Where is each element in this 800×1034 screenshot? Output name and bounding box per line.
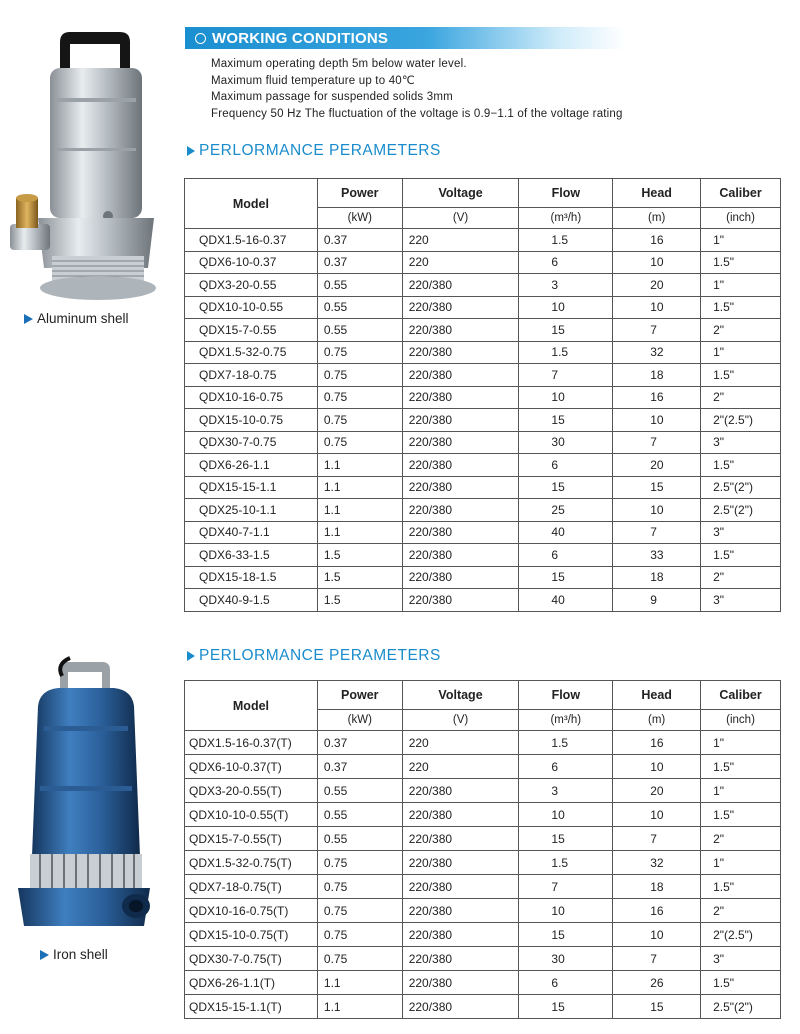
header-model: Model (185, 681, 318, 731)
cell-model: QDX15-10-0.75 (185, 409, 318, 432)
cell-flow: 15 (519, 409, 613, 432)
cell-model: QDX6-10-0.37(T) (185, 755, 318, 779)
cell-voltage: 220/380 (402, 274, 519, 297)
cell-power: 0.75 (317, 431, 402, 454)
cell-caliber: 1.5" (701, 875, 781, 899)
cell-caliber: 3" (701, 589, 781, 612)
cell-flow: 3 (519, 274, 613, 297)
cell-head: 10 (613, 251, 701, 274)
cell-head: 7 (613, 827, 701, 851)
table-row (185, 589, 781, 612)
cell-flow: 1.5 (519, 341, 613, 364)
cell-head: 16 (613, 386, 701, 409)
cell-power: 1.5 (317, 566, 402, 589)
cell-voltage: 220/380 (402, 386, 519, 409)
cell-flow: 15 (519, 566, 613, 589)
cell-model: QDX30-7-0.75 (185, 431, 318, 454)
cell-caliber: 3" (701, 947, 781, 971)
cell-head: 18 (613, 364, 701, 387)
cell-head: 16 (613, 731, 701, 755)
cell-model: QDX6-26-1.1(T) (185, 971, 318, 995)
cell-flow: 25 (519, 499, 613, 522)
cell-caliber: 2" (701, 566, 781, 589)
cell-power: 1.5 (317, 589, 402, 612)
cell-head: 18 (613, 566, 701, 589)
cell-flow: 6 (519, 544, 613, 567)
cell-voltage: 220/380 (402, 779, 519, 803)
condition-line: Maximum passage for suspended solids 3mm (211, 91, 453, 103)
table-row (185, 995, 781, 1019)
cell-voltage: 220/380 (402, 971, 519, 995)
cell-voltage: 220/380 (402, 995, 519, 1019)
triangle-bullet-icon (40, 950, 49, 960)
table-row (185, 274, 781, 297)
cell-model: QDX15-7-0.55 (185, 319, 318, 342)
cell-flow: 1.5 (519, 229, 613, 252)
cell-voltage: 220/380 (402, 476, 519, 499)
cell-power: 0.75 (317, 364, 402, 387)
arrow-right-icon (187, 651, 195, 661)
cell-caliber: 1" (701, 341, 781, 364)
cell-voltage: 220/380 (402, 364, 519, 387)
cell-voltage: 220 (402, 229, 519, 252)
cell-model: QDX15-15-1.1 (185, 476, 318, 499)
aluminum-shell-label (24, 311, 129, 326)
header-head: Head (613, 179, 701, 208)
cell-model: QDX40-7-1.1 (185, 521, 318, 544)
cell-voltage: 220/380 (402, 499, 519, 522)
cell-power: 0.55 (317, 779, 402, 803)
cell-power: 1.1 (317, 454, 402, 477)
aluminum-performance-table (184, 178, 781, 612)
cell-model: QDX6-26-1.1 (185, 454, 318, 477)
aluminum-section-title (187, 142, 441, 160)
table-row (185, 476, 781, 499)
unit-voltage: (V) (402, 710, 519, 731)
cell-model: QDX1.5-32-0.75(T) (185, 851, 318, 875)
unit-flow: (m³/h) (519, 208, 613, 229)
cell-caliber: 2"(2.5") (701, 409, 781, 432)
cell-head: 32 (613, 341, 701, 364)
table-row (185, 296, 781, 319)
cell-power: 1.5 (317, 544, 402, 567)
cell-head: 10 (613, 409, 701, 432)
cell-flow: 6 (519, 755, 613, 779)
cell-caliber: 1" (701, 851, 781, 875)
cell-flow: 3 (519, 779, 613, 803)
cell-caliber: 1.5" (701, 251, 781, 274)
cell-flow: 30 (519, 431, 613, 454)
cell-caliber: 1.5" (701, 454, 781, 477)
cell-model: QDX15-7-0.55(T) (185, 827, 318, 851)
cell-power: 0.55 (317, 319, 402, 342)
triangle-bullet-icon (24, 314, 33, 324)
cell-head: 10 (613, 803, 701, 827)
cell-head: 10 (613, 755, 701, 779)
cell-flow: 10 (519, 386, 613, 409)
cell-power: 0.55 (317, 296, 402, 319)
cell-power: 0.37 (317, 755, 402, 779)
cell-caliber: 2.5"(2") (701, 499, 781, 522)
cell-model: QDX10-10-0.55(T) (185, 803, 318, 827)
cell-head: 10 (613, 499, 701, 522)
cell-flow: 30 (519, 947, 613, 971)
cell-head: 32 (613, 851, 701, 875)
header-flow: Flow (519, 681, 613, 710)
cell-caliber: 2" (701, 827, 781, 851)
cell-flow: 40 (519, 521, 613, 544)
header-caliber: Caliber (701, 179, 781, 208)
cell-flow: 10 (519, 899, 613, 923)
cell-power: 1.1 (317, 971, 402, 995)
cell-caliber: 3" (701, 431, 781, 454)
cell-voltage: 220/380 (402, 341, 519, 364)
cell-voltage: 220/380 (402, 296, 519, 319)
cell-flow: 15 (519, 923, 613, 947)
condition-line: Maximum operating depth 5m below water level. (211, 58, 467, 70)
unit-flow: (m³/h) (519, 710, 613, 731)
header-head: Head (613, 681, 701, 710)
cell-flow: 6 (519, 251, 613, 274)
cell-flow: 15 (519, 476, 613, 499)
cell-head: 20 (613, 454, 701, 477)
cell-flow: 7 (519, 364, 613, 387)
cell-power: 1.1 (317, 499, 402, 522)
unit-power: (kW) (317, 710, 402, 731)
cell-flow: 15 (519, 995, 613, 1019)
unit-caliber: (inch) (701, 208, 781, 229)
table-row (185, 851, 781, 875)
cell-caliber: 1" (701, 779, 781, 803)
cell-head: 20 (613, 779, 701, 803)
cell-power: 1.1 (317, 476, 402, 499)
header-power: Power (317, 179, 402, 208)
cell-caliber: 1.5" (701, 544, 781, 567)
table-row (185, 229, 781, 252)
header-flow: Flow (519, 179, 613, 208)
cell-power: 0.75 (317, 386, 402, 409)
cell-voltage: 220/380 (402, 899, 519, 923)
cell-flow: 6 (519, 971, 613, 995)
cell-flow: 7 (519, 875, 613, 899)
cell-voltage: 220/380 (402, 521, 519, 544)
cell-caliber: 1" (701, 229, 781, 252)
cell-caliber: 2.5"(2") (701, 995, 781, 1019)
cell-model: QDX10-16-0.75(T) (185, 899, 318, 923)
cell-head: 10 (613, 923, 701, 947)
table-row (185, 755, 781, 779)
section-title-text: PERLORMANCE PERAMETERS (199, 647, 441, 664)
unit-caliber: (inch) (701, 710, 781, 731)
arrow-right-icon (187, 146, 195, 156)
table-row (185, 544, 781, 567)
cell-voltage: 220/380 (402, 431, 519, 454)
cell-voltage: 220/380 (402, 589, 519, 612)
cell-flow: 40 (519, 589, 613, 612)
cell-head: 10 (613, 296, 701, 319)
cell-flow: 15 (519, 827, 613, 851)
cell-voltage: 220 (402, 755, 519, 779)
cell-voltage: 220/380 (402, 923, 519, 947)
cell-head: 15 (613, 995, 701, 1019)
cell-flow: 15 (519, 319, 613, 342)
table-row (185, 499, 781, 522)
cell-model: QDX30-7-0.75(T) (185, 947, 318, 971)
cell-voltage: 220/380 (402, 409, 519, 432)
table-row (185, 947, 781, 971)
cell-head: 20 (613, 274, 701, 297)
table-row (185, 251, 781, 274)
cell-voltage: 220 (402, 731, 519, 755)
cell-voltage: 220 (402, 251, 519, 274)
cell-head: 7 (613, 947, 701, 971)
cell-power: 0.55 (317, 803, 402, 827)
cell-head: 26 (613, 971, 701, 995)
cell-power: 0.75 (317, 947, 402, 971)
cell-model: QDX7-18-0.75(T) (185, 875, 318, 899)
cell-flow: 6 (519, 454, 613, 477)
aluminum-shell-text: Aluminum shell (37, 311, 129, 326)
iron-shell-label (40, 947, 108, 962)
cell-caliber: 1.5" (701, 364, 781, 387)
cell-head: 16 (613, 899, 701, 923)
cell-power: 0.55 (317, 827, 402, 851)
cell-voltage: 220/380 (402, 947, 519, 971)
iron-performance-table (184, 680, 781, 1019)
header-model: Model (185, 179, 318, 229)
cell-caliber: 1" (701, 274, 781, 297)
cell-head: 33 (613, 544, 701, 567)
cell-caliber: 2" (701, 386, 781, 409)
cell-model: QDX40-9-1.5 (185, 589, 318, 612)
cell-model: QDX15-15-1.1(T) (185, 995, 318, 1019)
working-conditions-header (185, 27, 625, 49)
iron-shell-text: Iron shell (53, 947, 108, 962)
cell-model: QDX10-16-0.75 (185, 386, 318, 409)
cell-voltage: 220/380 (402, 544, 519, 567)
table-row (185, 364, 781, 387)
cell-flow: 1.5 (519, 851, 613, 875)
section-title-text: PERLORMANCE PERAMETERS (199, 142, 441, 159)
cell-model: QDX15-18-1.5 (185, 566, 318, 589)
header-power: Power (317, 681, 402, 710)
cell-power: 0.37 (317, 731, 402, 755)
cell-power: 0.75 (317, 875, 402, 899)
cell-voltage: 220/380 (402, 319, 519, 342)
cell-head: 16 (613, 229, 701, 252)
cell-head: 7 (613, 319, 701, 342)
iron-pump-image (10, 656, 160, 938)
cell-power: 1.1 (317, 995, 402, 1019)
cell-caliber: 2.5"(2") (701, 476, 781, 499)
table-row (185, 923, 781, 947)
cell-caliber: 1" (701, 731, 781, 755)
cell-caliber: 1.5" (701, 296, 781, 319)
cell-model: QDX25-10-1.1 (185, 499, 318, 522)
table-row (185, 827, 781, 851)
cell-model: QDX3-20-0.55(T) (185, 779, 318, 803)
condition-line: Maximum fluid temperature up to 40℃ (211, 74, 415, 87)
cell-flow: 10 (519, 296, 613, 319)
cell-power: 0.55 (317, 274, 402, 297)
table-row (185, 521, 781, 544)
table-row (185, 319, 781, 342)
unit-head: (m) (613, 208, 701, 229)
cell-power: 0.75 (317, 923, 402, 947)
cell-model: QDX6-10-0.37 (185, 251, 318, 274)
table-row (185, 566, 781, 589)
cell-voltage: 220/380 (402, 803, 519, 827)
cell-caliber: 2"(2.5") (701, 923, 781, 947)
cell-caliber: 3" (701, 521, 781, 544)
cell-voltage: 220/380 (402, 566, 519, 589)
cell-flow: 10 (519, 803, 613, 827)
table-row (185, 341, 781, 364)
table-row (185, 409, 781, 432)
table-row (185, 454, 781, 477)
cell-caliber: 1.5" (701, 971, 781, 995)
table-row (185, 431, 781, 454)
header-caliber: Caliber (701, 681, 781, 710)
cell-power: 0.75 (317, 899, 402, 923)
cell-head: 18 (613, 875, 701, 899)
cell-power: 0.75 (317, 409, 402, 432)
cell-power: 0.37 (317, 229, 402, 252)
cell-model: QDX3-20-0.55 (185, 274, 318, 297)
table-row (185, 731, 781, 755)
cell-power: 0.75 (317, 341, 402, 364)
table-row (185, 386, 781, 409)
table-row (185, 971, 781, 995)
cell-model: QDX10-10-0.55 (185, 296, 318, 319)
cell-caliber: 1.5" (701, 803, 781, 827)
cell-power: 0.37 (317, 251, 402, 274)
cell-model: QDX1.5-32-0.75 (185, 341, 318, 364)
header-voltage: Voltage (402, 681, 519, 710)
aluminum-pump-image (8, 28, 158, 310)
cell-model: QDX1.5-16-0.37 (185, 229, 318, 252)
cell-model: QDX7-18-0.75 (185, 364, 318, 387)
cell-head: 7 (613, 431, 701, 454)
cell-head: 9 (613, 589, 701, 612)
cell-power: 0.75 (317, 851, 402, 875)
cell-caliber: 1.5" (701, 755, 781, 779)
header-voltage: Voltage (402, 179, 519, 208)
cell-voltage: 220/380 (402, 454, 519, 477)
unit-voltage: (V) (402, 208, 519, 229)
cell-model: QDX15-10-0.75(T) (185, 923, 318, 947)
cell-voltage: 220/380 (402, 827, 519, 851)
table-row (185, 875, 781, 899)
cell-voltage: 220/380 (402, 875, 519, 899)
cell-caliber: 2" (701, 319, 781, 342)
condition-line: Frequency 50 Hz The fluctuation of the voltage is 0.9−1.1 of the voltage rating (211, 107, 623, 120)
cell-model: QDX1.5-16-0.37(T) (185, 731, 318, 755)
unit-head: (m) (613, 710, 701, 731)
cell-flow: 1.5 (519, 731, 613, 755)
cell-head: 7 (613, 521, 701, 544)
iron-section-title (187, 647, 441, 665)
unit-power: (kW) (317, 208, 402, 229)
cell-head: 15 (613, 476, 701, 499)
cell-voltage: 220/380 (402, 851, 519, 875)
circle-icon (195, 33, 206, 44)
cell-power: 1.1 (317, 521, 402, 544)
table-row (185, 779, 781, 803)
table-row (185, 899, 781, 923)
table-row (185, 803, 781, 827)
working-conditions-list (211, 56, 623, 122)
cell-model: QDX6-33-1.5 (185, 544, 318, 567)
working-conditions-title: WORKING CONDITIONS (212, 29, 389, 47)
cell-caliber: 2" (701, 899, 781, 923)
